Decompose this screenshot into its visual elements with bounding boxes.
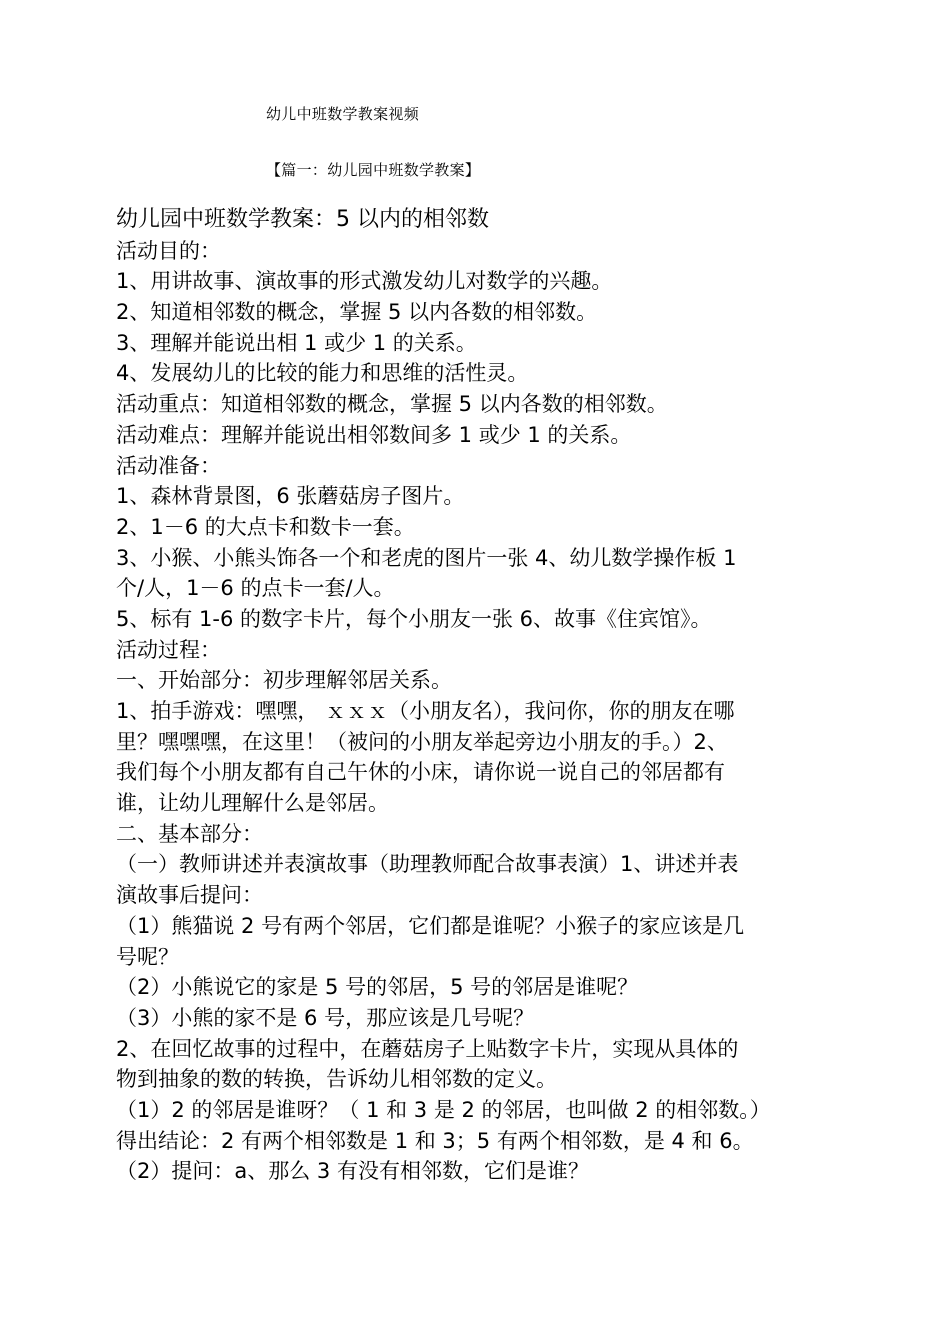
text-line: 得出结论：2 有两个相邻数是 1 和 3；5 有两个相邻数，是 4 和 6。 <box>116 1128 754 1153</box>
text-line: 2、1－6 的大点卡和数卡一套。 <box>116 514 415 539</box>
text-line: 2、在回忆故事的过程中，在蘑菇房子上贴数字卡片，实现从具体的 <box>116 1036 739 1061</box>
text-line: （1）2 的邻居是谁呀？（ 1 和 3 是 2 的邻居，也叫做 2 的相邻数。） <box>116 1097 771 1122</box>
text-line: 3、理解并能说出相 1 或少 1 的关系。 <box>116 330 477 355</box>
text-line: （3）小熊的家不是 6 号，那应该是几号呢？ <box>116 1005 535 1030</box>
text-line: 4、发展幼儿的比较的能力和思维的活性灵。 <box>116 361 529 386</box>
text-line: 我们每个小朋友都有自己午休的小床，请你说一说自己的邻居都有 <box>116 760 725 785</box>
text-line: （2）小熊说它的家是 5 号的邻居，5 号的邻居是谁呢？ <box>116 975 639 1000</box>
text-line: 1、森林背景图，6 张蘑菇房子图片。 <box>116 484 465 509</box>
document-subtitle: 【篇一：幼儿园中班数学教案】 <box>266 161 481 179</box>
text-line: 活动过程： <box>116 637 221 662</box>
text-line: 二、基本部分： <box>116 821 263 846</box>
text-line: 2、知道相邻数的概念，掌握 5 以内各数的相邻数。 <box>116 300 598 325</box>
text-line: 一、开始部分：初步理解邻居关系。 <box>116 668 452 693</box>
text-line: 演故事后提问： <box>116 883 263 908</box>
text-line: 1、用讲故事、演故事的形式激发幼儿对数学的兴趣。 <box>116 269 613 294</box>
text-line: 谁，让幼儿理解什么是邻居。 <box>116 791 389 816</box>
text-line: 里？嘿嘿嘿，在这里！（被问的小朋友举起旁边小朋友的手。）2、 <box>116 729 728 754</box>
text-line: （2）提问：a、那么 3 有没有相邻数，它们是谁？ <box>116 1159 589 1184</box>
text-line: 1、拍手游戏：嘿嘿， ｘｘｘ（小朋友名），我问你，你的朋友在哪 <box>116 699 735 723</box>
text-line: 物到抽象的数的转换，告诉幼儿相邻数的定义。 <box>116 1067 557 1092</box>
document-body <box>116 205 861 1187</box>
text-line: 活动难点：理解并能说出相邻数间多 1 或少 1 的关系。 <box>116 422 632 447</box>
text-line: 活动重点：知道相邻数的概念，掌握 5 以内各数的相邻数。 <box>116 392 668 417</box>
text-line: 活动目的： <box>116 238 221 263</box>
text-line: 3、小猴、小熊头饰各一个和老虎的图片一张 4、幼儿数学操作板 1 <box>116 545 737 570</box>
text-line: 活动准备： <box>116 453 221 478</box>
text-line: 号呢？ <box>116 944 179 969</box>
lesson-title: 幼儿园中班数学教案：5 以内的相邻数 <box>116 207 489 232</box>
text-line: 5、标有 1-6 的数字卡片，每个小朋友一张 6、故事《住宾馆》。 <box>116 606 712 631</box>
document-title: 幼儿中班数学教案视频 <box>266 105 420 123</box>
text-line: 个/人，1－6 的点卡一套/人。 <box>116 576 395 601</box>
text-line: （1）熊猫说 2 号有两个邻居，它们都是谁呢？小猴子的家应该是几 <box>116 913 745 938</box>
text-line: （一）教师讲述并表演故事（助理教师配合故事表演）1、讲述并表 <box>116 852 739 877</box>
